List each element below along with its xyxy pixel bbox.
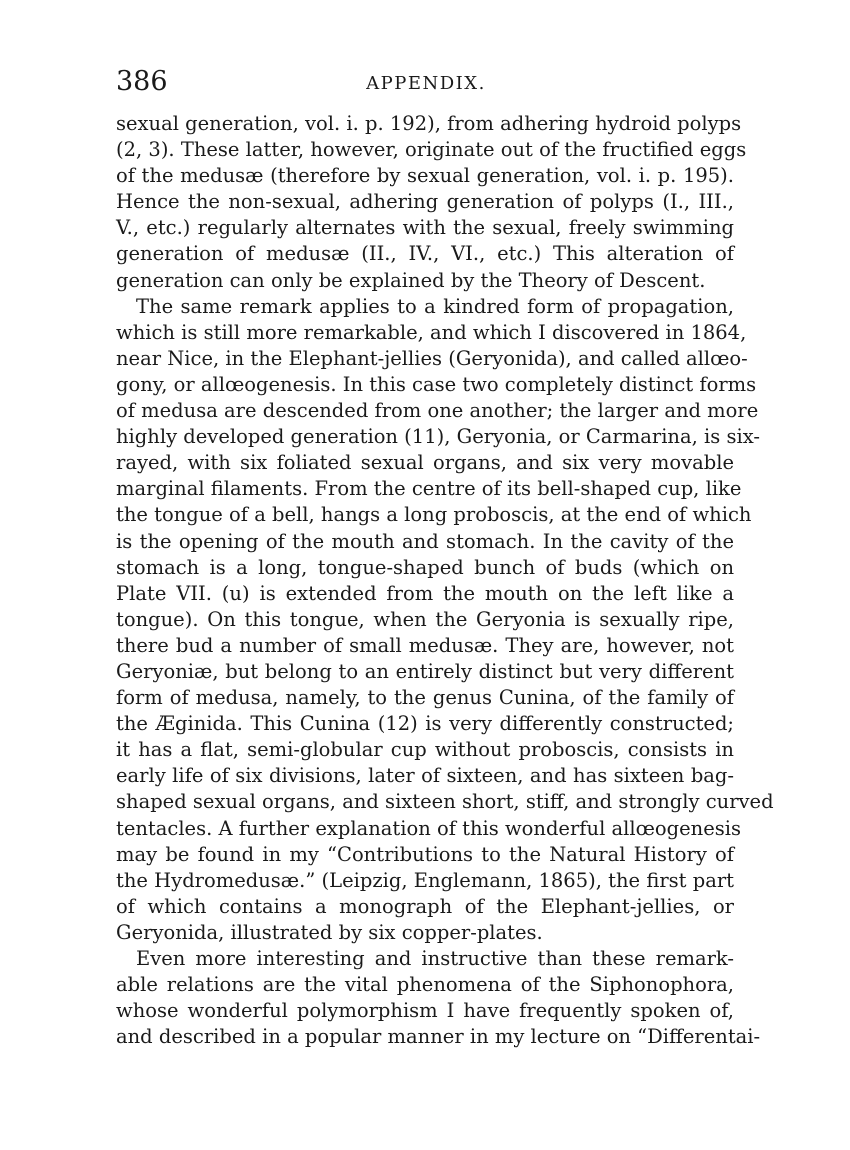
text-line: and described in a popular manner in my lecture on “Differentai- xyxy=(116,1025,761,1049)
text-line: there bud a number of small medusæ. They are, however, not xyxy=(116,633,734,657)
text-line: rayed, with six foliated sexual organs, and six very movable xyxy=(116,451,734,475)
text-line: which is still more remarkable, and which I discovered in 1864, xyxy=(116,320,747,344)
text-line: generation can only be explained by the Theory of Descent. xyxy=(116,268,706,292)
text-line: Even more interesting and instructive than these remark- xyxy=(136,947,734,970)
text-line: early life of six divisions, later of sixteen, and has sixteen bag- xyxy=(116,764,734,788)
text-line: The same remark applies to a kindred form of propagation, xyxy=(136,294,734,318)
text-line: it has a flat, semi-globular cup without proboscis, consists in xyxy=(116,738,734,762)
page-header xyxy=(116,62,736,102)
text-line: whose wonderful polymorphism I have frequently spoken of, xyxy=(116,999,734,1023)
text-line: generation of medusæ (II., IV., VI., etc.) This alteration of xyxy=(116,242,734,266)
page-number: 386 xyxy=(116,66,168,97)
text-line: shaped sexual organs, and sixteen short, stiff, and strongly curved xyxy=(116,790,774,814)
text-line: of medusa are descended from one another; the larger and more xyxy=(116,399,759,423)
text-line: stomach is a long, tongue-shaped bunch of buds (which on xyxy=(116,555,734,579)
text-line: tongue). On this tongue, when the Geryonia is sexually ripe, xyxy=(116,607,734,631)
text-line: of which contains a monograph of the Elephant-jellies, or xyxy=(116,894,734,918)
text-line: able relations are the vital phenomena of the Siphonophora, xyxy=(116,973,734,997)
text-line: of the medusæ (therefore by sexual generation, vol. i. p. 195). xyxy=(116,164,734,188)
text-line: gony, or allœogenesis. In this case two completely distinct forms xyxy=(116,372,757,396)
text-line: sexual generation, vol. i. p. 192), from adhering hydroid polyps xyxy=(116,112,742,135)
text-line: the Hydromedusæ.” (Leipzig, Englemann, 1865), the first part xyxy=(116,868,734,892)
text-line: the Æginida. This Cunina (12) is very differently constructed; xyxy=(116,712,734,736)
text-line: Geryonida, illustrated by six copper-plates. xyxy=(116,920,543,944)
text-line: may be found in my “Contributions to the Natural History of xyxy=(116,842,734,866)
text-line: Geryoniæ, but belong to an entirely distinct but very different xyxy=(116,659,734,683)
text-line: marginal filaments. From the centre of its bell-shaped cup, like xyxy=(116,477,742,501)
running-head: APPENDIX. xyxy=(366,73,486,94)
text-line: tentacles. A further explanation of this wonderful allœogenesis xyxy=(116,816,741,840)
text-line: highly developed generation (11), Geryonia, or Carmarina, is six- xyxy=(116,425,760,449)
text-line: V., etc.) regularly alternates with the sexual, freely swimming xyxy=(116,216,734,240)
text-line: the tongue of a bell, hangs a long proboscis, at the end of which xyxy=(116,503,752,527)
text-line: near Nice, in the Elephant-jellies (Geryonida), and called allœo- xyxy=(116,346,748,370)
text-line: Plate VII. (u) is extended from the mouth on the left like a xyxy=(116,581,734,605)
text-line: form of medusa, namely, to the genus Cunina, of the family of xyxy=(116,686,734,710)
text-line: Hence the non-sexual, adhering generation of polyps (I., III., xyxy=(116,190,734,214)
text-line: is the opening of the mouth and stomach. In the cavity of the xyxy=(116,529,734,553)
body-text xyxy=(116,111,774,1050)
text-line: (2, 3). These latter, however, originate out of the fructified eggs xyxy=(116,138,747,162)
